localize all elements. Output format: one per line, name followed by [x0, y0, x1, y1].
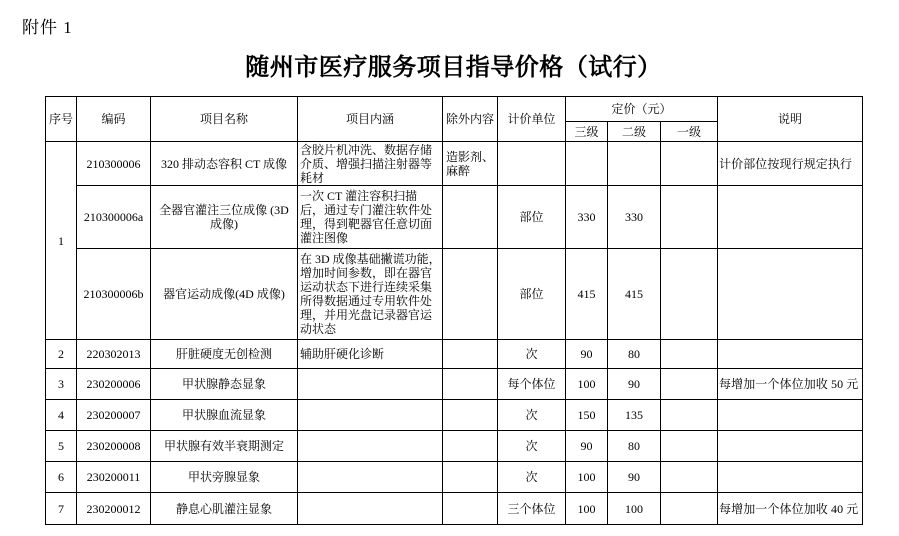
pricing-unit-cell: 每个体位 [498, 369, 566, 400]
price-level3-cell: 100 [566, 462, 608, 493]
excluded-content-cell: 造影剂、麻醉 [443, 142, 498, 186]
excluded-content-cell [443, 340, 498, 369]
seq-cell: 2 [46, 340, 77, 369]
page-title: 随州市医疗服务项目指导价格（试行） [245, 55, 662, 81]
price-level1-cell [661, 340, 718, 369]
item-content-header: 项目内涵 [298, 97, 443, 142]
excluded-content-cell [443, 249, 498, 340]
note-cell: 计价部位按现行规定执行 [718, 142, 863, 186]
pricing-unit-cell: 部位 [498, 186, 566, 249]
item-content-cell [298, 462, 443, 493]
price-level2-cell [608, 142, 661, 186]
item-name-header: 项目名称 [151, 97, 298, 142]
price-level2-cell: 90 [608, 462, 661, 493]
item-name-cell: 静息心肌灌注显象 [151, 493, 298, 525]
excluded-content-cell [443, 493, 498, 525]
code-cell: 230200012 [77, 493, 151, 525]
pricing-unit-cell: 次 [498, 431, 566, 462]
table-row [46, 142, 863, 186]
note-cell [718, 249, 863, 340]
price-table [45, 96, 863, 525]
price-level3-cell: 415 [566, 249, 608, 340]
header-row [46, 97, 863, 122]
item-content-cell [298, 369, 443, 400]
code-cell: 230200011 [77, 462, 151, 493]
code-cell: 230200007 [77, 400, 151, 431]
item-name-cell: 全器官灌注三位成像 (3D 成像) [151, 186, 298, 249]
price-level1-cell [661, 431, 718, 462]
price-level2-cell: 415 [608, 249, 661, 340]
item-name-cell: 甲状腺静态显象 [151, 369, 298, 400]
seq-cell: 1 [46, 142, 77, 340]
price-level3-cell: 150 [566, 400, 608, 431]
pricing-unit-header: 计价单位 [498, 97, 566, 142]
table-row [46, 400, 863, 431]
price-level3-cell: 100 [566, 493, 608, 525]
seq-cell: 6 [46, 462, 77, 493]
price-level3-cell: 100 [566, 369, 608, 400]
price-level2-cell: 80 [608, 431, 661, 462]
price-level2-cell: 100 [608, 493, 661, 525]
item-name-cell: 320 排动态容积 CT 成像 [151, 142, 298, 186]
pricing-unit-cell: 次 [498, 462, 566, 493]
price-level2-header: 二级 [608, 122, 661, 142]
table-row [46, 462, 863, 493]
excluded-content-header: 除外内容 [443, 97, 498, 142]
price-level3-cell [566, 142, 608, 186]
price-level1-cell [661, 249, 718, 340]
note-header: 说明 [718, 97, 863, 142]
seq-cell: 4 [46, 400, 77, 431]
price-level1-header: 一级 [661, 122, 718, 142]
note-cell: 每增加一个体位加收 50 元 [718, 369, 863, 400]
seq-cell: 3 [46, 369, 77, 400]
pricing-unit-cell: 部位 [498, 249, 566, 340]
item-content-cell [298, 493, 443, 525]
item-content-cell [298, 400, 443, 431]
price-level3-cell: 330 [566, 186, 608, 249]
seq-header: 序号 [46, 97, 77, 142]
note-cell: 每增加一个体位加收 40 元 [718, 493, 863, 525]
price-level2-cell: 135 [608, 400, 661, 431]
price-level2-cell: 330 [608, 186, 661, 249]
item-content-cell: 含胶片机冲洗、数据存储介质、增强扫描注射器等耗材 [298, 142, 443, 186]
code-cell: 220302013 [77, 340, 151, 369]
note-cell [718, 462, 863, 493]
excluded-content-cell [443, 431, 498, 462]
price-level2-cell: 80 [608, 340, 661, 369]
pricing-unit-cell [498, 142, 566, 186]
table-row [46, 186, 863, 249]
item-name-cell: 器官运动成像(4D 成像) [151, 249, 298, 340]
table-row [46, 369, 863, 400]
excluded-content-cell [443, 186, 498, 249]
item-content-cell [298, 431, 443, 462]
item-content-cell: 在 3D 成像基础撇谎功能，增加时间参数，即在器官运动状态下进行连续采集所得数据通过专用软件处理，并用光盘记录器官运动状态 [298, 249, 443, 340]
code-cell: 210300006a [77, 186, 151, 249]
note-cell [718, 431, 863, 462]
attachment-label: 附件 1 [22, 18, 73, 37]
item-name-cell: 甲状旁腺显象 [151, 462, 298, 493]
price-header: 定价（元） [566, 97, 718, 122]
item-name-cell: 甲状腺血流显象 [151, 400, 298, 431]
note-cell [718, 400, 863, 431]
item-name-cell: 肝脏硬度无创检测 [151, 340, 298, 369]
code-cell: 210300006b [77, 249, 151, 340]
seq-cell: 5 [46, 431, 77, 462]
note-cell [718, 340, 863, 369]
pricing-unit-cell: 次 [498, 400, 566, 431]
price-level1-cell [661, 186, 718, 249]
table-row [46, 431, 863, 462]
item-name-cell: 甲状腺有效半衰期测定 [151, 431, 298, 462]
code-cell: 230200006 [77, 369, 151, 400]
code-cell: 230200008 [77, 431, 151, 462]
price-level1-cell [661, 369, 718, 400]
price-level1-cell [661, 400, 718, 431]
excluded-content-cell [443, 369, 498, 400]
pricing-unit-cell: 次 [498, 340, 566, 369]
excluded-content-cell [443, 400, 498, 431]
seq-cell: 7 [46, 493, 77, 525]
price-level3-cell: 90 [566, 340, 608, 369]
table-row [46, 249, 863, 340]
price-level3-cell: 90 [566, 431, 608, 462]
price-level1-cell [661, 493, 718, 525]
excluded-content-cell [443, 462, 498, 493]
table-row [46, 493, 863, 525]
pricing-unit-cell: 三个体位 [498, 493, 566, 525]
item-content-cell: 一次 CT 灌注容积扫描后，通过专门灌注软件处理，得到靶器官任意切面灌注图像 [298, 186, 443, 249]
code-header: 编码 [77, 97, 151, 142]
note-cell [718, 186, 863, 249]
price-level1-cell [661, 142, 718, 186]
price-level2-cell: 90 [608, 369, 661, 400]
item-content-cell: 辅助肝硬化诊断 [298, 340, 443, 369]
price-level1-cell [661, 462, 718, 493]
price-level3-header: 三级 [566, 122, 608, 142]
table-row [46, 340, 863, 369]
code-cell: 210300006 [77, 142, 151, 186]
